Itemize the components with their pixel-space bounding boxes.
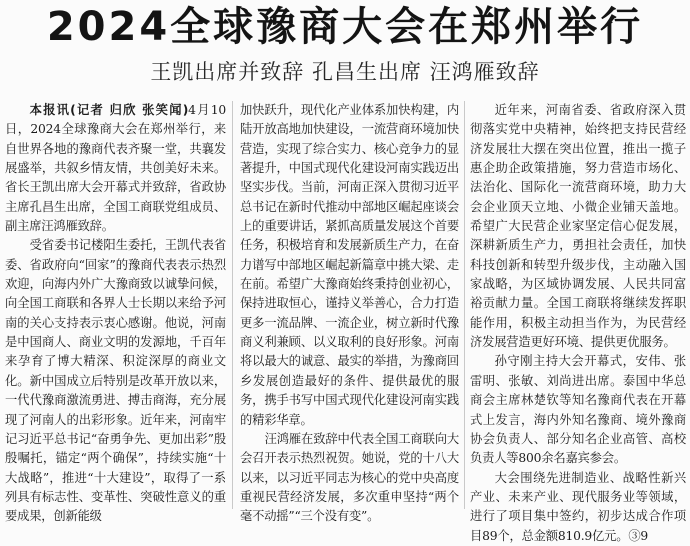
article-column-3 — [470, 101, 686, 543]
paragraph: 近年来，河南省委、省政府深入贯彻落实党中央精神，始终把支持民营经济发展壮大摆在突出位置，推出一揽子惠企助企政策措施，努力营造市场化、法治化、国际化一流营商环境，助力大会企业顶天立地、小微企业铺天盖地。希望广大民营企业家坚定信心促发展，深耕新质生产力，勇担社会责任，加快科技创新和转型升级步伐，主动融入国家战略，为区域协调发展、人民共同富裕贡献力量。全国工商联将继续发挥职能作用，积极主动担当作为，为民营经济发展营造更好环境、提供更优服务。 — [470, 103, 686, 350]
paragraph: 加快跃升，现代化产业体系加快构建，内陆开放高地加快建设，一流营商环境加快营造，实现了综合实力、核心竞争力的显著提升，中国式现代化建设河南实践迈出坚实步伐。当前，河南正深入贯彻习近平总书记在新时代推动中部地区崛起座谈会上的重要讲话，紧抓高质量发展这个首要任务，积极培育和发展新质生产力，在奋力谱写中部地区崛起新篇章中挑大梁、走在前。希望广大豫商始终秉持创业初心，保持进取恒心，谨持义举善心，合力打造更多一流品牌、一流企业，树立新时代豫商义利兼顾、以义取利的良好形象。河南将以最大的诚意、最实的举措，为豫商回乡发展创造最好的条件、提供最优的服务，携手书写中国式现代化建设河南实践的精彩华章。 — [240, 103, 459, 427]
lead-text: 4月10日，2024全球豫商大会在郑州举行，来自世界各地的豫商代表齐聚一堂，共襄发展盛举，共叙乡情友情，共创美好未来。省长王凯出席大会开幕式并致辞，省政协主席孔昌生出席，全国工商联党组成员、副主席汪鸿雁致辞。 — [5, 103, 227, 234]
article-column-1 — [5, 101, 227, 524]
paragraph: 受省委书记楼阳生委托，王凯代表省委、省政府向“回家”的豫商代表表示热烈欢迎，向海内外广大豫商致以诚挚问候，向全国工商联和各界人士长期以来给予河南的关心支持表示衷心感谢。他说，河南是中国商人、商业文明的发源地，千百年来孕育了博大精深、积淀深厚的商业文化。新中国成立后特别是改革开放以来，一代代豫商激流勇进、搏击商海，充分展现了河南人的出彩形象。近年来，河南牢记习近平总书记“奋勇争先、更加出彩”殷殷嘱托，锚定“两个确保”，持续实施“十大战略”，推进“十大建设”，取得了一系列具有标志性、变革性、突破性意义的重要成果，创新能级 — [5, 238, 226, 524]
column-divider — [464, 101, 465, 509]
subheadline: 王凯出席并致辞 孔昌生出席 汪鸿雁致辞 — [150, 60, 540, 84]
paragraph: 大会围绕先进制造业、战略性新兴产业、未来产业、现代服务业等领域，进行了项目集中签约，初步达成合作项目89个，总金额810.9亿元。③9 — [470, 470, 686, 543]
byline: 本报讯(记者 归欣 张笑闻) — [29, 103, 189, 117]
article-column-2 — [240, 101, 459, 524]
paragraph: 汪鸿雁在致辞中代表全国工商联向大会召开表示热烈祝贺。她说，党的十八大以来，以习近平同志为核心的党中央高度重视民营经济发展，多次重申坚持“两个毫不动摇”“三个没有变”。 — [240, 431, 459, 524]
paragraph: 孙守刚主持大会开幕式，安伟、张雷明、张敏、刘尚进出席。泰国中华总商会主席林楚钦等知名豫商代表在开幕式上发言，海内外知名豫商、境外豫商协会负责人、部分知名企业高管、高校负责人等800余名嘉宾参会。 — [470, 354, 686, 466]
headline: 2024全球豫商大会在郑州举行 — [46, 4, 644, 50]
lead-paragraph — [5, 101, 226, 236]
column-divider — [232, 101, 233, 509]
